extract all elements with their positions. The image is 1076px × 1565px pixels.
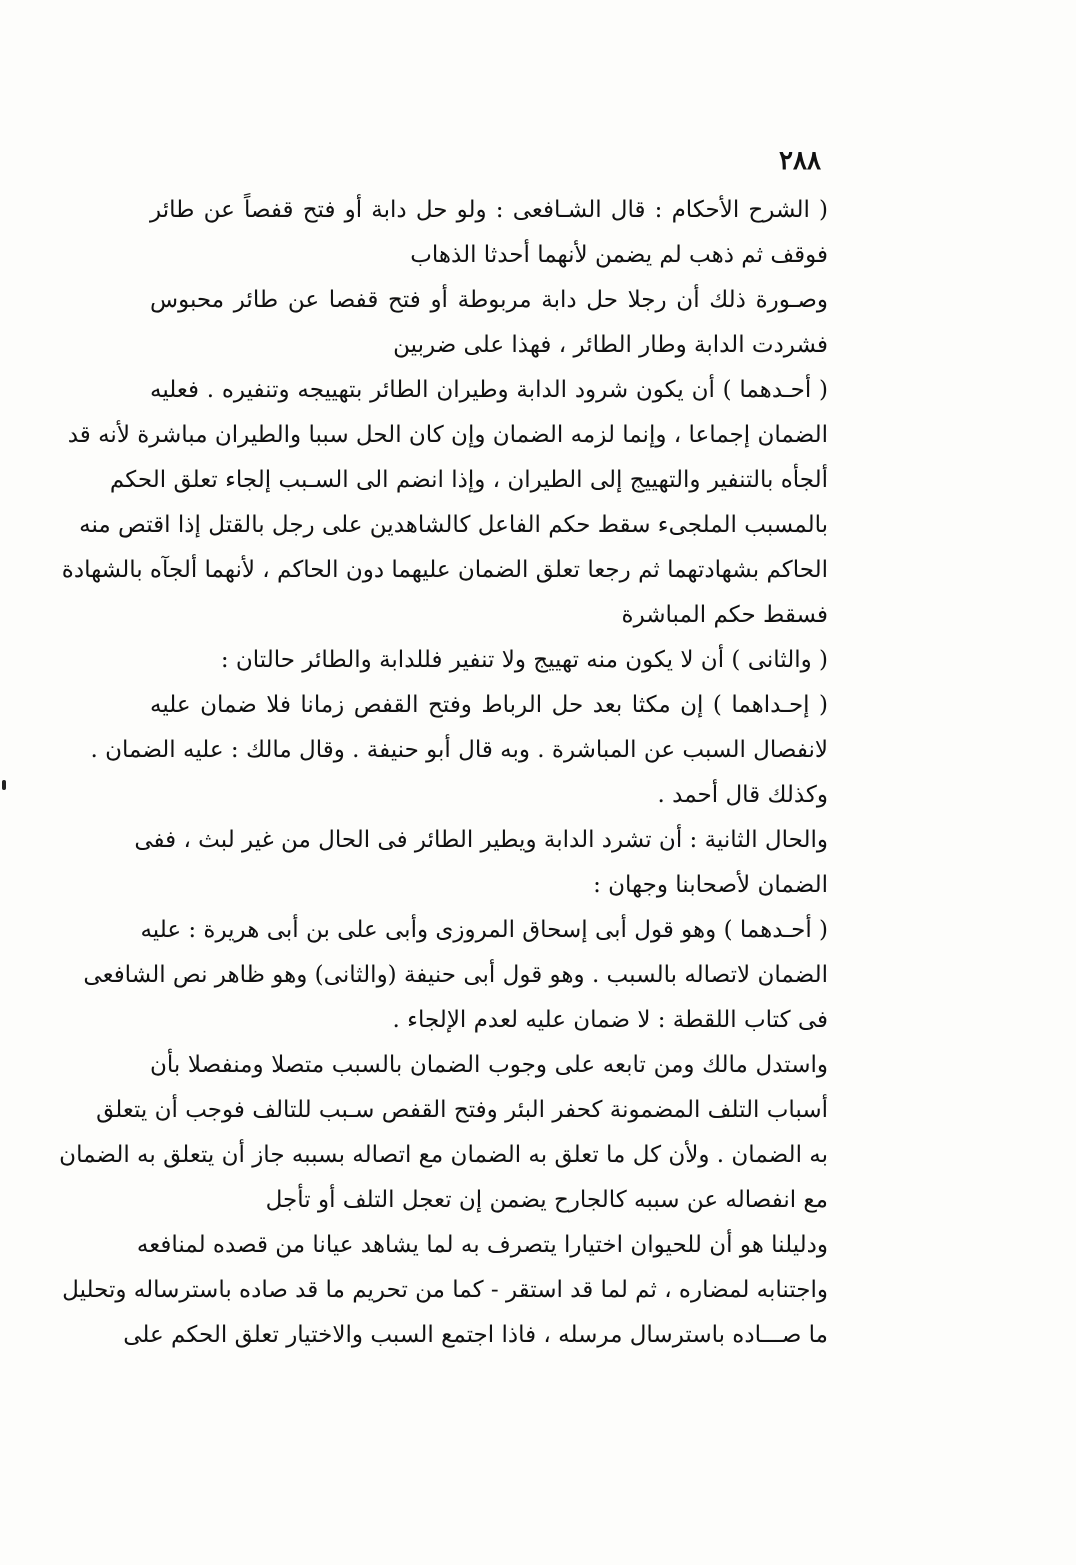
text-line: فوقف ثم ذهب لم يضمن لأنهما أحدثا الذهاب [410, 242, 828, 268]
text-line: الضمان إجماعا ، وإنما لزمه الضمان وإن كان الحل سببا والطيران مباشرة لأنه قد [67, 422, 828, 448]
paragraph [150, 188, 862, 278]
scan-margin-mark [2, 780, 6, 790]
paragraph [90, 683, 862, 818]
text-line: وصـورة ذلك أن رجلا حل دابة مربوطة أو فتح قفصا عن طائر محبوس [150, 287, 828, 313]
text-line: الضمان لاتصاله بالسبب . وهو قول أبى حنيفة (والثانى) وهو ظاهر نص الشافعى [83, 962, 828, 988]
text-line: بالمسبب الملجىء سقط حكم الفاعل كالشاهدين على رجل بالقتل إذا اقتص منه [79, 512, 828, 538]
paragraph [150, 278, 862, 368]
text-line: واجتنابه لمضاره ، ثم لما قد استقر - كما من تحريم ما قد صاده باسترساله وتحليل [62, 1277, 828, 1303]
paragraph [150, 638, 862, 683]
text-line: فشردت الدابة وطار الطائر ، فهذا على ضربين [393, 332, 828, 358]
page-number: ٢٨٨ [779, 146, 821, 176]
paragraph [134, 818, 862, 908]
text-line: ( الشرح الأحكام : قال الشـافعى : ولو حل دابة أو فتح قفصاً عن طائر [150, 197, 828, 223]
text-line: ( أحـدهما ) أن يكون شرود الدابة وطيران الطائر بتهييجه وتنفيره . فعليه [150, 377, 828, 403]
text-line: ألجأه بالتنفير والتهييج إلى الطيران ، وإذا انضم الى السـبب إلجاء تعلق الحكم [109, 467, 828, 493]
text-line: الضمان لأصحابنا وجهان : [593, 872, 828, 898]
text-line: فسقط حكم المباشرة [621, 602, 828, 628]
text-line: ( والثانى ) أن لا يكون منه تهييج ولا تنفير فللدابة والطائر حالتان : [220, 647, 828, 673]
text-line: وكذلك قال أحمد . [657, 782, 828, 808]
text-line: والحال الثانية : أن تشرد الدابة ويطير الطائر فى الحال من غير لبث ، ففى [134, 827, 828, 853]
text-line: واستدل مالك ومن تابعه على وجوب الضمان بالسبب متصلا ومنفصلا بأن [150, 1052, 828, 1078]
body-text [59, 188, 862, 1358]
text-line: ( إحـداهما ) إن مكثا بعد حل الرباط وفتح القفص زمانا فلا ضمان عليه [150, 692, 828, 718]
paragraph [59, 1043, 862, 1223]
text-line: ( أحـدهما ) وهو قول أبى إسحاق المروزى وأبى على بن أبى هريرة : عليه [140, 917, 828, 943]
text-line: مع انفصاله عن سببه كالجارح يضمن إن تعجل التلف أو تأجل [265, 1187, 828, 1213]
paragraph [62, 1223, 862, 1358]
text-line: فى كتاب اللقطة : لا ضمان عليه لعدم الإلجاء . [392, 1007, 828, 1033]
text-line: به الضمان . ولأن كل ما تعلق به الضمان مع اتصاله بسببه جاز أن يتعلق به الضمان [59, 1142, 828, 1168]
text-line: لانفصال السبب عن المباشرة . وبه قال أبو حنيفة . وقال مالك : عليه الضمان . [90, 737, 828, 763]
paragraph [61, 368, 862, 638]
paragraph [83, 908, 862, 1043]
text-line: الحاكم بشهادتهما ثم رجعا تعلق الضمان عليهما دون الحاكم ، لأنهما ألجآه بالشهادة [61, 557, 828, 583]
text-line: أسباب التلف المضمونة كحفر البئر وفتح القفص سـبب للتالف فوجب أن يتعلق [96, 1097, 828, 1123]
text-line: ودليلنا هو أن للحيوان اختيارا يتصرف به لما يشاهد عيانا من قصده لمنافعه [136, 1232, 828, 1258]
text-line: ما صـــاده باسترسال مرسله ، فاذا اجتمع السبب والاختيار تعلق الحكم على [123, 1322, 828, 1348]
